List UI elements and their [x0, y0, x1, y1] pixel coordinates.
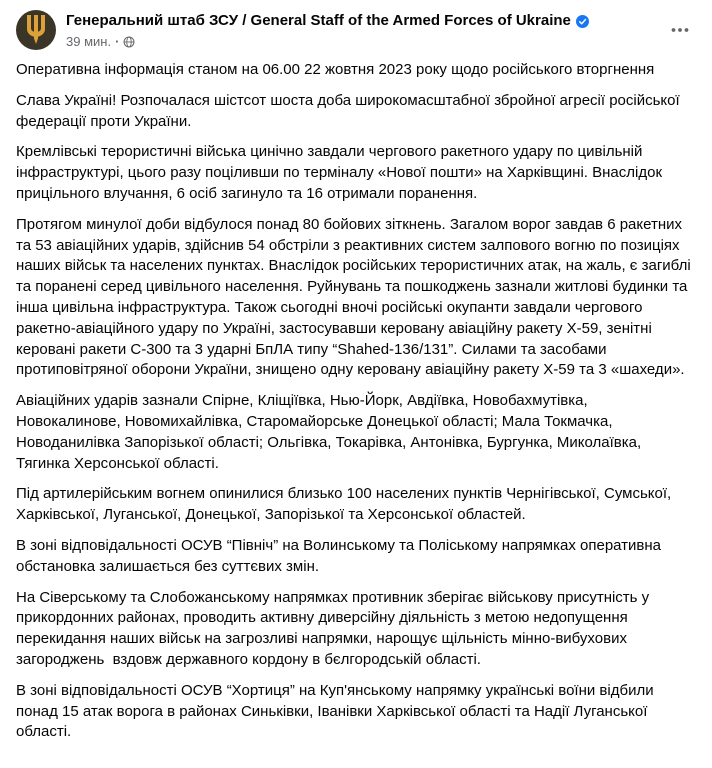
post-menu-button[interactable]: [664, 14, 696, 46]
page-name-link[interactable]: Генеральний штаб ЗСУ / General Staff of the Armed Forces of Ukraine: [66, 12, 571, 29]
post-header: [0, 0, 712, 54]
post-meta-row: [66, 33, 696, 50]
header-meta: [66, 10, 696, 50]
tryzub-trident-icon: [25, 15, 47, 45]
globe-public-icon: [123, 36, 135, 48]
post-paragraph: Оперативна інформація станом на 06.00 22 жовтня 2023 року щодо російського вторгнення: [16, 61, 655, 78]
post-paragraph: Кремлівські терористичні війська цинічно завдали чергового ракетного удару по цивільній інфраструктурі, цього разу поціливши по терміналу «Нової пошти» на Харківщині. Внаслідок прицільного влучання, 6 осіб загинуло та 16 отримали поранення.: [16, 143, 667, 202]
meta-separator: ·: [115, 34, 120, 49]
post-paragraph: На Сіверському та Слобожанському напрямках противник зберігає військову присутність у прикордонних районах, проводить активну диверсійну діяльність з метою недопущення перекидання наших військ на загрозливі напрямки, нарощує щільність мінно-вибухових загороджень вздовж державного кордону в бєлгородській області.: [16, 588, 654, 668]
post-paragraph: Під артилерійським вогнем опинилися близько 100 населених пунктів Чернігівської, Сумської, Харківської, Луганської, Донецької, Запорізької та Херсонської областей.: [16, 485, 676, 524]
page-avatar[interactable]: [16, 10, 56, 50]
ellipsis-icon: [670, 20, 690, 40]
verified-badge-icon: [576, 15, 589, 28]
post-timestamp[interactable]: 39 мин.: [66, 34, 112, 49]
post-paragraph: Слава Україні! Розпочалася шістсот шоста доба широкомасштабної збройної агресії російської федерації проти України.: [16, 91, 684, 130]
post-paragraph: В зоні відповідальності ОСУВ “Північ” на Волинському та Поліському напрямках оперативна обстановка залишається без суттєвих змін.: [16, 536, 666, 575]
post-text: [0, 54, 712, 757]
post-paragraph: Протягом минулої доби відбулося понад 80 бойових зіткнень. Загалом ворог завдав 6 ракетних та 53 авіаційних ударів, здійснив 54 обстріли з реактивних систем залпового вогню по позиціях наших військ та населених пунктах. Внаслідок російських терористичних атак, на жаль, є загиблі та поранені серед цивільного населення. Руйнувань та пошкоджень зазнали житлові будинки та інша цивільна інфраструктура. Також сьогодні вночі російські окупанти завдали чергового ракетно-авіаційного удару по Україні, застосувавши керовану авіаційну ракету Х-59, зенітні керовані ракети С-300 та 3 ударні БпЛА типу “Shahed-136/131”. Силами та засобами протиповітряної оборони України, знищено одну керовану авіаційну ракету Х-59 та 3 «шахеди».: [16, 215, 695, 379]
post-paragraph: В зоні відповідальності ОСУВ “Хортиця” на Куп'янському напрямку українські воїни відбили понад 15 атак ворога в районах Синьківки, Іванівки Харківської області та Надії Луганської області.: [16, 681, 658, 741]
post-paragraph: Авіаційних ударів зазнали Спірне, Кліщіївка, Нью-Йорк, Авдіївка, Новобахмутівка, Новокалинове, Новомихайлівка, Старомайорське Донецької області; Мала Токмачка, Новоданилівка Запорізької області; Ольгівка, Токарівка, Антонівка, Бургунка, Миколаївка, Тягинка Херсонської області.: [16, 392, 646, 472]
name-row: [66, 11, 696, 31]
